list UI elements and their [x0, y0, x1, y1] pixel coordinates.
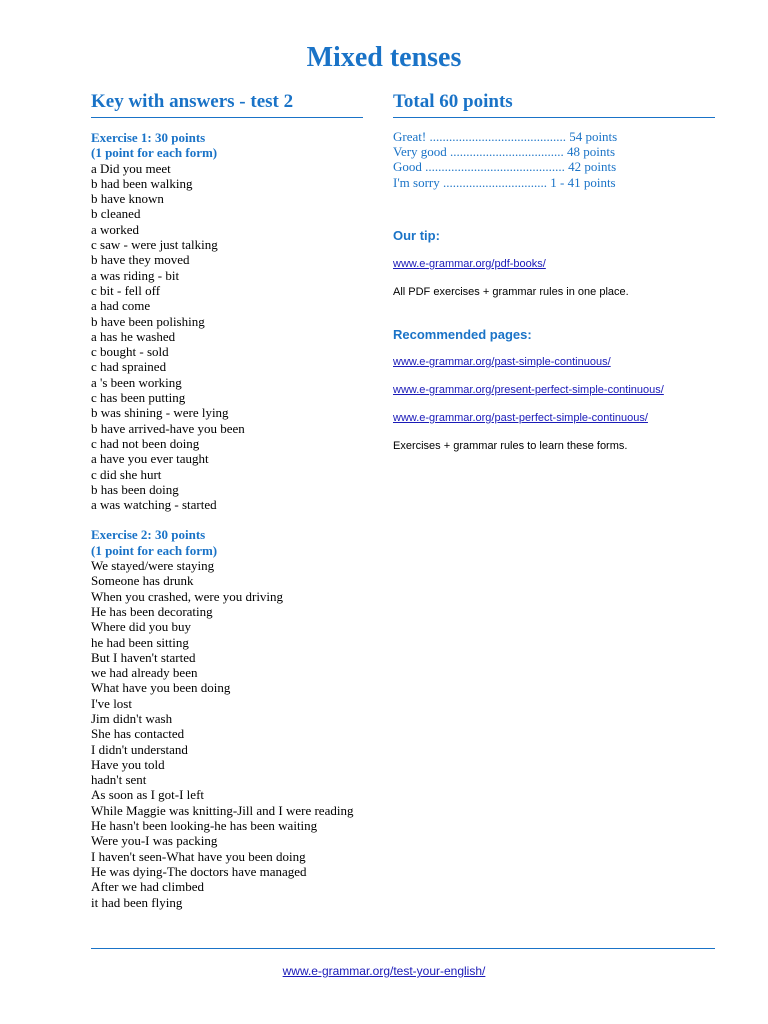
answer-item: c bit - fell off [91, 282, 161, 298]
answer-item: b have arrived-have you been [91, 420, 245, 436]
answer-item: c did she hurt [91, 466, 162, 482]
answer-item: b had been walking [91, 175, 193, 191]
exercise-2-answers [91, 558, 363, 910]
answer-item: But I haven't started [91, 649, 196, 665]
answer-item: c saw - were just talking [91, 237, 218, 253]
answer-item: a had come [91, 298, 151, 314]
answer-item: we had already been [91, 665, 198, 681]
exercise-1 [91, 130, 363, 512]
answer-item: b have been polishing [91, 313, 205, 329]
answer-item: b was shining - were lying [91, 405, 229, 421]
answer-item: Have you told [91, 756, 165, 772]
test-your-english-link[interactable]: www.e-grammar.org/test-your-english/ [282, 964, 486, 978]
recommended-heading: Recommended pages: [393, 326, 532, 342]
exercise-2-heading: Exercise 2: 30 points [91, 527, 206, 543]
answer-item: Someone has drunk [91, 573, 194, 589]
answer-item: Where did you buy [91, 619, 192, 635]
tip-heading: Our tip: [393, 227, 440, 243]
answer-item: He was dying-The doctors have managed [91, 863, 307, 879]
answer-item: He hasn't been looking-he has been waiting [91, 818, 318, 834]
past-simple-continuous-link[interactable]: www.e-grammar.org/past-simple-continuous/ [393, 355, 611, 368]
answer-item: She has contacted [91, 726, 185, 742]
answer-item: He has been decorating [91, 603, 213, 619]
answer-item: While Maggie was knitting-Jill and I were reading [91, 802, 354, 818]
recommended-text: Exercises + grammar rules to learn these forms. [393, 439, 628, 452]
tip-text: All PDF exercises + grammar rules in one place. [393, 285, 629, 298]
answer-item: a was riding - bit [91, 267, 180, 283]
answer-item: After we had climbed [91, 879, 204, 895]
exercise-1-subheading: (1 point for each form) [91, 145, 218, 161]
scoring-column [393, 90, 715, 453]
answer-item: a worked [91, 221, 140, 237]
answer-item: he had been sitting [91, 634, 189, 650]
answer-item: I haven't seen-What have you been doing [91, 848, 306, 864]
answer-item: b have known [91, 191, 164, 207]
answer-item: a Did you meet [91, 160, 171, 176]
score-very-good: Very good ................................... 48 points [393, 144, 616, 160]
answer-item: b cleaned [91, 206, 141, 222]
answer-item: b have they moved [91, 252, 190, 268]
score-good: Good ........................................... 42 points [393, 159, 617, 175]
answer-item: a has he washed [91, 328, 176, 344]
answer-item: As soon as I got-I left [91, 787, 205, 803]
answer-item: When you crashed, were you driving [91, 588, 284, 604]
footer-divider [91, 948, 715, 949]
score-great: Great! .......................................... 54 points [393, 129, 618, 144]
answer-item: it had been flying [91, 894, 183, 910]
answer-item: Were you-I was packing [91, 833, 218, 849]
answer-item: a 's been working [91, 374, 182, 390]
answer-item: What have you been doing [91, 680, 231, 696]
answer-item: a was watching - started [91, 497, 217, 513]
answer-item: c had sprained [91, 359, 167, 375]
answer-item: I didn't understand [91, 741, 188, 757]
answer-item: c has been putting [91, 390, 186, 406]
answer-item: I've lost [91, 695, 132, 711]
answer-item: Jim didn't wash [91, 710, 173, 726]
answer-item: We stayed/were staying [91, 558, 215, 574]
exercise-1-heading: Exercise 1: 30 points [91, 130, 206, 145]
answers-heading: Key with answers - test 2 [91, 90, 363, 118]
score-scale [393, 129, 715, 190]
exercise-2 [91, 527, 363, 909]
answer-item: b has been doing [91, 481, 179, 497]
page-title: Mixed tenses [306, 42, 462, 73]
present-perfect-link[interactable]: www.e-grammar.org/present-perfect-simple-continuous/ [393, 383, 664, 396]
answer-item: c had not been doing [91, 435, 200, 451]
pdf-books-link[interactable]: www.e-grammar.org/pdf-books/ [393, 257, 546, 270]
past-perfect-link[interactable]: www.e-grammar.org/past-perfect-simple-continuous/ [393, 411, 648, 424]
answer-item: a have you ever taught [91, 451, 209, 467]
exercise-2-subheading: (1 point for each form) [91, 542, 218, 558]
score-sorry: I'm sorry ................................ 1 - 41 points [393, 174, 616, 190]
answer-item: hadn't sent [91, 772, 147, 788]
answers-column [91, 90, 363, 910]
answer-item: c bought - sold [91, 344, 169, 360]
total-points-heading: Total 60 points [393, 90, 715, 118]
exercise-1-answers [91, 161, 363, 513]
